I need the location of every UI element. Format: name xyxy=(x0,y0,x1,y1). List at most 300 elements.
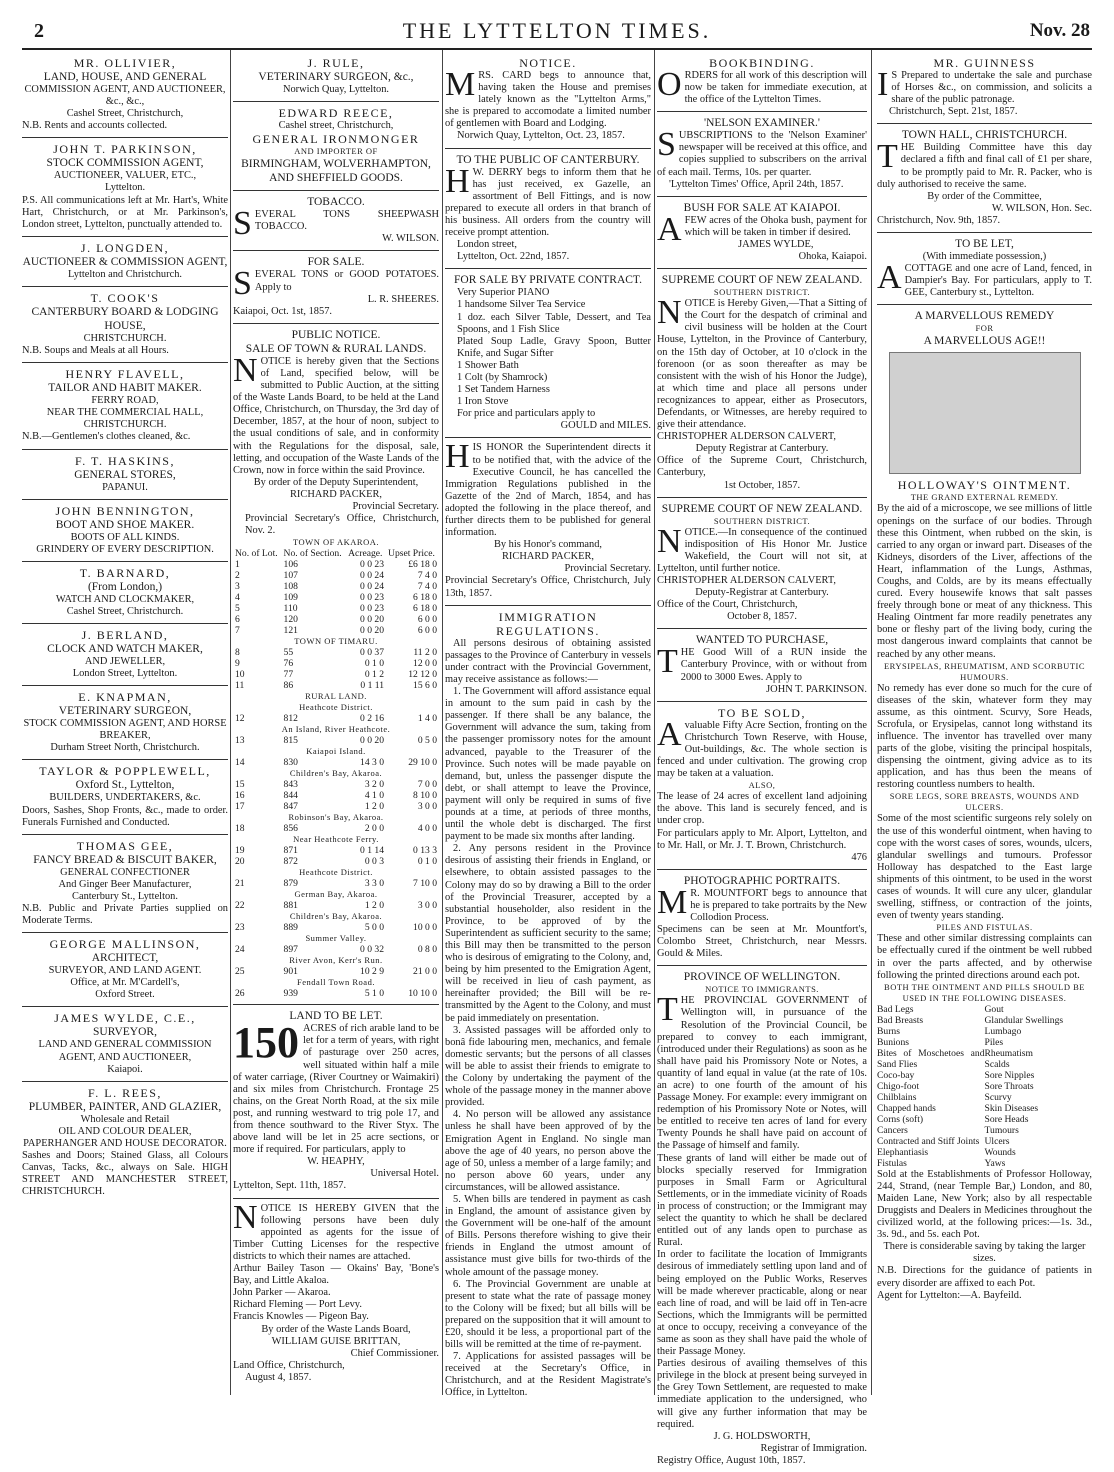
advert-heading: J. RULE, xyxy=(307,56,365,70)
advert-card xyxy=(22,562,228,624)
table-cell: 0 2 16 xyxy=(360,713,385,725)
advert-body: Parties desirous of availing themselves of this privilege in the block at present being surveyed in the Grey Town Settlement, are requested to make immediate application to the undersigned, who will give any further information that may be required. xyxy=(657,1358,867,1430)
advert-body: OTICE IS HEREBY GIVEN that the following persons have been duly appointed as agents for the issue of Timber Cutting Licenses for the respective districts to which their names are attached. xyxy=(233,1202,439,1262)
advert-tagline: A MARVELLOUS AGE!! xyxy=(923,335,1046,348)
table-row xyxy=(233,988,439,999)
table-group-heading: Children's Bay, Akaroa. xyxy=(289,911,383,922)
advert-signature: JOHN T. PARKINSON. xyxy=(766,683,867,695)
table-cell: 3 xyxy=(235,581,240,593)
advert-signature: GOULD and MILES. xyxy=(560,420,651,432)
advert-line: Office, at Mr. M'Cardell's, xyxy=(70,977,180,989)
disease-item: Sore Nipples xyxy=(984,1069,1035,1081)
disease-item: Fistulas xyxy=(877,1157,907,1169)
advert-line: And Ginger Beer Manufacturer, xyxy=(58,878,192,890)
item: 1 doz. each Silver Table, Dessert, and Tea Spoons, and 1 Fish Slice xyxy=(457,311,651,335)
advert-body: The lease of 24 acres of excellent land adjoining the above. This land is securely fenced, and is under crop. xyxy=(657,791,867,827)
column-1 xyxy=(22,52,228,1395)
advert-title: Deputy Registrar at Canterbury. xyxy=(695,443,829,455)
table-row xyxy=(233,559,439,570)
advert-bookbinding xyxy=(657,52,867,112)
advert-body: valuable Fifty Acre Section, fronting on the Christchurch Town Reserve, with House, Out-buildings, &c. The whole section is fenced and under cultivation. The growing crop may be taken at a valuation. xyxy=(657,719,867,780)
advert-body: OTICE is Hereby Given,—That a Sitting of the Court for the despatch of criminal and civil business will be holden at the Court House, Lyttelton, in the Province of Canterbury, on the 15th day of October, at 10 o'clock in the forenoon (or as soon thereafter as may be consistent with the wish of his Honor the Judge), at which time and place all persons under recognizances to appear, either as Prosecutors, Defendants, or Witnesses, are hereby required to give their attendance. xyxy=(657,298,867,431)
table-row xyxy=(233,581,439,592)
table-cell: 77 xyxy=(283,669,294,681)
table-group-heading: German Bay, Akaroa. xyxy=(294,889,378,900)
advert-honor xyxy=(445,438,651,605)
advert-body: W. DERRY begs to inform them that he has just received, ex Gazelle, an assortment of Bell Fittings, and is now prepared to execute all orders in that branch of his business. All orders from the country will receive prompt attention. xyxy=(445,166,651,239)
advert-subheading: TAILOR AND HABIT MAKER. xyxy=(48,382,202,395)
table-cell: 0 0 20 xyxy=(360,625,385,637)
table-cell: 2 0 0 xyxy=(364,823,385,835)
table-cell: 6 18 0 xyxy=(413,592,437,604)
table-row xyxy=(233,790,439,801)
table-header-row xyxy=(233,548,439,559)
table-cell: 25 xyxy=(235,966,245,978)
drop-cap: T xyxy=(877,138,898,176)
advert-derry xyxy=(445,149,651,270)
table-cell: 3 2 0 xyxy=(364,779,385,791)
table-cell: 29 10 0 xyxy=(408,757,437,769)
table-cell: 871 xyxy=(283,845,298,857)
table-cell: 6 0 0 xyxy=(417,614,437,626)
table-group-heading: Near Heathcote Ferry. xyxy=(293,834,379,845)
agent-list xyxy=(233,1263,439,1323)
drop-cap: N xyxy=(657,294,682,332)
table-cell: 2 xyxy=(235,570,240,582)
advert-subheading: (From London,) xyxy=(87,580,163,593)
table-cell: 8 10 0 xyxy=(413,790,437,802)
column-rule xyxy=(442,50,443,1395)
table-header-cell: No. of Section. xyxy=(283,548,342,560)
advert-line: PAPANUI. xyxy=(102,481,148,493)
advert-body: S Prepared to undertake the sale and purchase of Horses &c., on commission, and solicits a share of the public patronage. xyxy=(891,70,1092,106)
table-cell: 0 0 24 xyxy=(360,570,385,582)
advert-subheading: SURVEYOR, xyxy=(93,1026,157,1039)
advert-heading: FOR SALE BY PRIVATE CONTRACT. xyxy=(454,274,642,287)
advert-timber-licenses xyxy=(233,1199,439,1389)
advert-body: OTICE is hereby given that the Sections of Land, specified below, will be submitted to Public Auction, at the sitting of the Waste Lands Board, to be held at the Land Office, Christchurch, on Thursday, the 3rd day of December, 1857, at the hour of noon, subject to the usual conditions of sale, and in conformity with the Regulations for the disposal, sale, letting, and occupation of the Waste Lands of the Crown, now in force within the said Province. xyxy=(233,355,439,476)
advert-body: Sold at the Establishments of Professor Holloway, 244, Strand, (near Temple Bar,) London, and 80, Maiden Lane, New York; also by all respectable Druggists and Dealers in Medicines throughout the civilized world, at the following prices:—1s. 3d., 3s. 9d., and 5s. each Pot. xyxy=(877,1168,1092,1241)
agent-row: Arthur Bailey Tason — Okains' Bay, 'Bone's Bay, and Little Akaloa. xyxy=(233,1263,439,1287)
table-cell: 8 xyxy=(235,647,240,659)
advert-subheading: CANTERBURY BOARD & LODGING HOUSE, xyxy=(31,305,219,332)
advert-subheading: BOTH THE OINTMENT AND PILLS SHOULD BE USED IN THE FOLLOWING DISEASES. xyxy=(884,981,1085,1003)
table-cell: 4 0 0 xyxy=(417,823,437,835)
advert-tagline: A MARVELLOUS REMEDY xyxy=(914,310,1055,323)
advert-body: UBSCRIPTIONS to the 'Nelson Examiner' newspaper will be received at this office, and copies supplied to subscribers on the arrival of each mail. Terms, 10s. per quarter. xyxy=(657,130,867,178)
disease-item: Skin Diseases xyxy=(984,1102,1039,1114)
table-group-heading: Heathcote District. xyxy=(299,702,373,713)
disease-item: Contracted and Stiff Joints xyxy=(877,1135,980,1147)
regulation-paragraph: 5. When bills are tendered in payment as cash in England, the amount of assistance given by the Government will be one-half of the amount of Bills. Persons therefore wishing to give their friends in England the utmost amount of assistance must give bills for two-thirds of the whole amount of the passage money. xyxy=(445,1193,651,1278)
advert-subheading: ARCHITECT, xyxy=(91,952,159,965)
advert-heading: 'NELSON EXAMINER.' xyxy=(704,117,820,130)
advert-date: Lyttelton, Oct. 22nd, 1857. xyxy=(457,251,570,263)
advert-private-contract xyxy=(445,269,651,438)
advert-line: PAPERHANGER AND HOUSE DECORATOR. xyxy=(23,1137,227,1149)
advert-signature: CHRISTOPHER ALDERSON CALVERT, xyxy=(657,575,837,586)
table-cell: 121 xyxy=(283,625,298,637)
table-cell: 0 1 14 xyxy=(360,845,385,857)
advert-title: Provincial Secretary. xyxy=(352,500,439,512)
table-row xyxy=(233,570,439,581)
advert-signature: RICHARD PACKER, xyxy=(502,551,594,563)
table-cell: 10 2 9 xyxy=(360,966,385,978)
advert-card xyxy=(22,500,228,562)
disease-item: Rheumatism xyxy=(984,1047,1033,1059)
regulation-list xyxy=(445,638,651,1400)
advert-wanted xyxy=(657,629,867,701)
table-cell: 881 xyxy=(283,900,298,912)
advert-subheading: PLUMBER, PAINTER, AND GLAZIER, xyxy=(28,1100,222,1113)
table-cell: 0 0 3 xyxy=(364,856,385,868)
advert-body: These grants of land will either be made out of blocks specially reserved for Immigration purposes in Small Farm or Agricultural Settlements, or in the immediate vicinity of Roads in process of construction; or the Immigrant may select the quantity to which he shall be declared entitled out of any lands open to purchase as Rural. xyxy=(657,1152,867,1249)
table-cell: 1 xyxy=(235,559,240,571)
table-cell: 3 0 0 xyxy=(417,900,437,912)
advert-land-sale xyxy=(233,324,439,1005)
disease-item: Glandular Swellings xyxy=(984,1014,1064,1026)
advert-guinness xyxy=(877,52,1092,124)
table-header-cell: No. of Lot. xyxy=(235,548,278,560)
advert-office: Provincial Secretary's Office, Christchurch, July 13th, 1857. xyxy=(445,575,651,599)
advert-heading: THOMAS GEE, xyxy=(76,838,174,853)
advert-holloway xyxy=(877,305,1092,1306)
advert-order: By order of the Committee, xyxy=(927,190,1042,202)
table-row xyxy=(233,603,439,614)
advert-note: Doors, Sashes, Shop Fronts, &c., made to order. Funerals Furnished and Conducted. xyxy=(22,804,228,828)
table-row xyxy=(233,845,439,856)
advert-line: BIRMINGHAM, WOLVERHAMPTON, AND SHEFFIELD GOODS. xyxy=(241,158,431,185)
advert-body: By the aid of a microscope, we see millions of little openings on the surface of our bodies. Through these this Ointment, when rubbed on the skin, is carried to any organ or inward part. Diseases of the Kidneys, disorders of the Liver, affections of the Heart, inflammation of the Lungs, Asthmas, Coughs, and Colds, are by its means effectually cured. Every housewife knows that salt passes freely through bone or meat of any thickness. This Healing Ointment far more readily penetrates any bone or fleshy part of the living body, curing the most dangerous inward complaints that cannot be reached by any other means. xyxy=(877,503,1092,660)
advert-heading: BOOKBINDING. xyxy=(709,56,815,70)
table-cell: 55 xyxy=(283,647,294,659)
table-group-row xyxy=(233,834,439,845)
table-cell: 110 xyxy=(283,603,298,615)
advert-body: ACRES of rich arable land to be let for a term of years, with right of pasturage over 250 acres, well situated within half a mile of water carriage, (River Courtney or Waimakiri) and six miles from Christchurch. Frontage 25 chains, on the Great North Road, at the six mile post, and running westward to trig pole 17, and from thence southward to the River Styx. The above land will be let in 25 acre sections, or more if required. For particulars, apply to xyxy=(233,1023,439,1156)
advert-subheading: AUCTIONEER & COMMISSION AGENT, xyxy=(22,255,228,268)
advert-subheading: CLOCK AND WATCH MAKER, xyxy=(47,642,203,655)
table-group-row xyxy=(233,933,439,944)
table-cell: 7 10 0 xyxy=(413,878,437,890)
newspaper-title: THE LYTTELTON TIMES. xyxy=(402,18,712,43)
advert-note: N.B.—Gentlemen's clothes cleaned, &c. xyxy=(22,431,191,443)
advert-heading: F. L. REES, xyxy=(88,1085,162,1100)
table-group-row xyxy=(233,955,439,966)
advert-ref: 476 xyxy=(851,851,867,863)
advert-line: AND IMPORTER OF xyxy=(294,146,378,157)
table-row xyxy=(233,592,439,603)
advert-note: Sashes and Doors; Stained Glass, all Colours Canvas, Tacks, &c., always on Sale. HIGH STREET AND MANCHESTER STREET, CHRISTCHURCH. xyxy=(22,1150,228,1198)
table-cell: 0 1 2 xyxy=(364,669,385,681)
table-cell: 12 12 0 xyxy=(408,669,437,681)
advert-heading: JOHN T. PARKINSON, xyxy=(53,142,197,157)
drop-cap: N xyxy=(233,351,258,389)
advert-subheading: Oxford St., Lyttelton, xyxy=(75,779,175,792)
advert-signature: WILLIAM GUISE BRITTAN, xyxy=(271,1335,401,1347)
advert-footer: For price and particulars apply to xyxy=(457,408,596,420)
advert-place: Ohoka, Kaiapoi. xyxy=(798,251,867,263)
drop-cap: A xyxy=(657,715,682,753)
table-cell: 0 13 3 xyxy=(413,845,437,857)
table-cell: 889 xyxy=(283,922,298,934)
table-cell: 21 xyxy=(235,878,245,890)
advert-heading: PUBLIC NOTICE. xyxy=(291,328,381,341)
drop-cap: S xyxy=(233,265,252,303)
table-cell: 4 xyxy=(235,592,240,604)
advert-line: CHRISTCHURCH. xyxy=(83,419,167,431)
advert-card xyxy=(22,1082,228,1204)
table-row xyxy=(233,779,439,790)
table-cell: 901 xyxy=(283,966,298,978)
table-cell: 844 xyxy=(283,790,298,802)
drop-cap: M xyxy=(445,66,476,103)
table-cell: 1 2 0 xyxy=(364,900,385,912)
disease-item: Cancers xyxy=(877,1124,908,1136)
advert-body: EVERAL TONS or GOOD POTATOES. Apply to xyxy=(254,269,439,293)
advert-body: HE PROVINCIAL GOVERNMENT of Wellington will, in pursuance of the Resolution of the Provincial Council, be prepared to convey to each immigrant, (introduced under their Regulations) as soon as he shall have paid his Promissory Note or Notes, a quantity of land equal in value (at the rate of 10s. an acre) to one fourth of the amount of his Passage Money. For example: every immigrant on redemption of his Promissory Note or Notes, will be entitled to receive ten acres of land for every Twenty Pounds he shall have paid on account of the Passage of himself and family. xyxy=(657,995,867,1152)
table-cell: 7 0 0 xyxy=(417,779,437,791)
advert-subheading: PILES AND FISTULAS. xyxy=(936,922,1033,933)
table-row xyxy=(233,922,439,933)
column-2 xyxy=(233,52,439,1395)
advert-heading: BUSH FOR SALE AT KAIAPOI. xyxy=(683,201,841,214)
advert-line: STOCK COMMISSION AGENT, AND HORSE BREAKER, xyxy=(23,718,227,742)
table-cell: 879 xyxy=(283,878,298,890)
disease-item: Lumbago xyxy=(984,1025,1022,1037)
table-group-row xyxy=(233,636,439,647)
drop-cap: T xyxy=(657,991,678,1029)
advert-line: Oxford Street. xyxy=(95,989,155,1001)
advert-immigration xyxy=(445,606,651,1405)
table-cell: 0 1 11 xyxy=(360,680,385,692)
table-cell: 10 0 0 xyxy=(413,922,437,934)
item: 1 Shower Bath xyxy=(457,359,519,371)
disease-item: Wounds xyxy=(984,1146,1016,1158)
table-row xyxy=(233,680,439,691)
table-cell: 4 1 0 xyxy=(364,790,385,802)
table-cell: 0 1 0 xyxy=(364,658,385,670)
table-cell: 872 xyxy=(283,856,298,868)
table-cell: 847 xyxy=(283,801,298,813)
advert-heading: T. COOK'S xyxy=(90,290,160,305)
advert-office: Registry Office, August 10th, 1857. xyxy=(657,1454,806,1466)
advert-line: BUILDERS, UNDERTAKERS, &c. xyxy=(49,792,201,804)
table-cell: 843 xyxy=(283,779,298,791)
table-heading: TOWN OF AKAROA. xyxy=(293,537,379,548)
table-cell: 830 xyxy=(283,757,298,769)
advert-line: AND JEWELLER, xyxy=(84,655,166,667)
table-cell: 120 xyxy=(283,614,298,626)
table-row xyxy=(233,878,439,889)
table-cell: 1 2 0 xyxy=(364,801,385,813)
table-row xyxy=(233,801,439,812)
table-cell: 20 xyxy=(235,856,245,868)
advert-signature: J. G. HOLDSWORTH, xyxy=(713,1430,811,1442)
advert-date: Norwich Quay, Lyttelton, Oct. 23, 1857. xyxy=(457,130,625,142)
advert-body: Some of the most scientific surgeons rely solely on the use of this wonderful ointment, when having to cope with the worst cases of sores, wounds, ulcers, glandular swellings and tumours. Professor Holloway has despatched to the East large shipments of this ointment, to be used in the worst cases of wounds. It will cure any ulcer, glandular swelling, stiffness, or contraction of the joints, even of twenty years standing. xyxy=(877,813,1092,922)
advert-subheading: LAND, HOUSE, AND GENERAL xyxy=(43,71,207,83)
table-cell: 0 0 23 xyxy=(360,592,385,604)
regulation-paragraph: All persons desirous of obtaining assisted passages to the Province of Canterbury in vessels under contract with the Provincial Government, may receive assistance as follows:— xyxy=(445,637,651,685)
disease-item: Corns (soft) xyxy=(877,1113,924,1125)
table-cell: 12 0 0 xyxy=(413,658,437,670)
table-group-heading: RURAL LAND. xyxy=(305,691,367,702)
advert-title: Registrar of Immigration. xyxy=(760,1442,867,1454)
table-row xyxy=(233,966,439,977)
advert-card xyxy=(22,835,228,933)
regulation-paragraph: 2. Any persons resident in the Province desirous of assisting their friends in England, or elsewhere, to obtain assisted passages to the Colony may do so by drawing a Bill to the order of the Provincial Treasurer, accepted by a substantial householder, also resident in the Province, to be approved of by the Superintendent as sufficient security to the same; this Bill may then be transmitted to the person who is desirous of emigrating to the Colony, and, being by him presented to the Emigration Agent, will be received in lieu of cash payment, as hereinafter provided; the Bill will be re-transmitted by the Agent to the Colony, and must be paid immediately on presentation. xyxy=(445,843,651,1024)
advert-to-be-let xyxy=(877,233,1092,305)
column-rule xyxy=(230,50,231,1395)
disease-item: Chapped hands xyxy=(877,1102,936,1114)
advert-subheading: THE GRAND EXTERNAL REMEDY. xyxy=(910,492,1059,503)
advert-tagline: FOR xyxy=(975,323,994,334)
table-row xyxy=(233,856,439,867)
drop-cap: N xyxy=(233,1198,258,1236)
table-cell: £6 18 0 xyxy=(408,559,437,571)
disease-item: Coco-bay xyxy=(877,1069,915,1081)
disease-item: Gout xyxy=(984,1003,1004,1015)
advert-heading: TAYLOR & POPPLEWELL, xyxy=(39,764,211,779)
item: 1 Iron Stove xyxy=(457,396,509,408)
table-row xyxy=(233,757,439,768)
advert-card xyxy=(22,363,228,449)
drop-cap: M xyxy=(657,883,688,921)
agent-district: Pigeon Bay. xyxy=(318,1311,369,1323)
advert-subheading: SALE OF TOWN & RURAL LANDS. xyxy=(245,342,427,355)
drop-cap: S xyxy=(657,126,676,164)
advert-subheading: VETERINARY SURGEON, xyxy=(58,705,192,718)
advert-order: By order of the Waste Lands Board, xyxy=(261,1323,411,1335)
advert-order: By his Honor's command, xyxy=(493,539,603,551)
advert-date: Lyttelton, Sept. 11th, 1857. xyxy=(233,1180,347,1192)
advert-body: HE Building Committee have this day declared a fifth and final call of £1 per share, to be promptly paid to Mr. R. Packer, who is duly authorised to receive the same. xyxy=(877,142,1092,190)
advert-heading: F. T. HASKINS, xyxy=(75,453,175,468)
advert-body: COTTAGE and one acre of Land, fenced, in Dampier's Bay. For particulars, apply to T. GEE, Canterbury st., Lyttelton. xyxy=(904,263,1092,299)
engraving-illustration xyxy=(889,352,1081,474)
column-rule xyxy=(654,50,655,1395)
table-cell: 21 0 0 xyxy=(413,966,437,978)
agent-name: Richard Fleming xyxy=(233,1299,304,1311)
disease-item: Chigo-foot xyxy=(877,1080,920,1092)
advert-heading: JOHN BENNINGTON, xyxy=(55,503,195,518)
advert-signature: W. WILSON. xyxy=(382,233,439,245)
disease-item: Chilblains xyxy=(877,1091,917,1103)
table-header-cell: Acreage. xyxy=(348,548,383,560)
table-cell: 11 2 0 xyxy=(413,647,437,659)
table-group-heading: Robinson's Bay, Akaroa. xyxy=(288,812,384,823)
table-group-row xyxy=(233,812,439,823)
advert-body: In order to facilitate the location of Immigrants desirous of immediately settling upon land and of being employed on the Public Works, Reserves will be made wherever practicable, along or near each line of road, and will be laid off in Ten-acre Sections, which the Immigrants will be permitted at once to occupy, receiving a conveyance of the same as soon as they shall have paid the whole of their Passage Money. xyxy=(657,1249,867,1358)
advert-subheading: FANCY BREAD & BISCUIT BAKER, xyxy=(33,853,217,866)
advert-title: Chief Commissioner. xyxy=(350,1347,439,1359)
table-cell: 7 xyxy=(235,625,240,637)
advert-heading: TO BE SOLD, xyxy=(718,705,806,720)
advert-line: Cashel Street, Christchurch. xyxy=(66,605,184,617)
disease-item: Ulcers xyxy=(984,1135,1010,1147)
table-cell: 14 3 0 xyxy=(360,757,385,769)
table-cell: 0 1 0 xyxy=(417,856,437,868)
advert-line: Lyttelton. xyxy=(104,182,146,194)
advert-subheading: ERYSIPELAS, RHEUMATISM, AND SCORBUTIC HUMOURS. xyxy=(883,660,1086,682)
regulation-paragraph: 3. Assisted passages will be afforded only to bonâ fide labouring men, mechanics, and female domestic servants; but the persons of all classes will be able to assist their friends to emigrate to the Colony by undertaking the payment of the whole of the passage money in the manner above provided. xyxy=(445,1024,651,1109)
table-row xyxy=(233,614,439,625)
advert-office: Land Office, Christchurch, xyxy=(233,1359,345,1371)
table-row xyxy=(233,713,439,724)
table-cell: 3 0 0 xyxy=(417,801,437,813)
advert-line: London Street, Lyttelton. xyxy=(72,668,178,680)
advert-heading: JAMES WYLDE, C.E., xyxy=(54,1011,196,1026)
advert-title: Universal Hotel. xyxy=(370,1168,439,1180)
table-cell: 11 xyxy=(235,680,245,692)
table-cell: 6 xyxy=(235,614,240,626)
advert-body: For particulars apply to Mr. Alport, Lyttelton, and to Mr. Hall, or Mr. J. T. Brown, Christchurch. xyxy=(657,827,867,851)
advert-subheading: VETERINARY SURGEON, &c., xyxy=(258,71,414,83)
table-cell: 106 xyxy=(283,559,298,571)
table-group-row xyxy=(233,911,439,922)
table-group-heading: River Avon, Kerr's Run. xyxy=(289,955,383,966)
table-cell: 1 4 0 xyxy=(417,713,437,725)
table-header-cell: Upset Price. xyxy=(388,548,435,560)
column-5 xyxy=(877,52,1092,1395)
drop-cap: H xyxy=(445,162,470,200)
disease-item: Scalds xyxy=(984,1058,1010,1070)
advert-photographic xyxy=(657,870,867,967)
advert-line: WATCH AND CLOCKMAKER, xyxy=(55,593,195,605)
advert-body: FEW acres of the Ohoka bush, payment for which will be taken in timber if desired. xyxy=(684,214,867,238)
advert-signature: RICHARD PACKER, xyxy=(290,488,382,500)
table-cell: 0 0 20 xyxy=(360,614,385,626)
table-cell: 815 xyxy=(283,735,298,747)
table-group-row xyxy=(233,889,439,900)
advert-card xyxy=(22,686,228,760)
table-cell: 6 0 0 xyxy=(417,625,437,637)
table-group-row xyxy=(233,702,439,713)
advert-signature: CHRISTOPHER ALDERSON CALVERT, xyxy=(657,431,837,443)
table-cell: 812 xyxy=(283,713,298,725)
advert-place: London street, xyxy=(457,239,518,251)
advert-subheading: STOCK COMMISSION AGENT, xyxy=(46,157,204,170)
advert-heading: TOWN HALL, CHRISTCHURCH. xyxy=(901,129,1068,142)
table-cell: 12 xyxy=(235,713,245,725)
advert-heading: PHOTOGRAPHIC PORTRAITS. xyxy=(683,874,841,887)
advert-body: No remedy has ever done so much for the cure of diseases of the skin, whatever form they may assume, as this ointment. Scurvy, Sore Heads, Scrofula, or Erysipelas, cannot long withstand its influence. The inventor has travelled over many parts of the globe, visiting the principal hospitals, dispensing the ointment, giving advice as to its application, and has thus been the means of restoring countless numbers to health. xyxy=(877,682,1092,791)
advert-heading: SUPREME COURT OF NEW ZEALAND. xyxy=(661,274,863,287)
land-table xyxy=(233,548,439,999)
table-cell: 6 18 0 xyxy=(413,603,437,615)
advert-court-2 xyxy=(657,498,867,630)
advert-line: GENERAL CONFECTIONER xyxy=(60,866,190,878)
advert-rule xyxy=(233,52,439,102)
advert-line: AUCTIONEER, VALUER, ETC., xyxy=(53,170,197,182)
table-group-heading: An Island, River Heathcote. xyxy=(281,724,391,735)
drop-cap: A xyxy=(657,210,682,248)
column-4 xyxy=(657,52,867,1466)
advert-card xyxy=(22,933,228,1007)
table-cell: 24 xyxy=(235,944,245,956)
table-cell: 0 0 37 xyxy=(360,647,385,659)
table-group-row xyxy=(233,691,439,702)
disease-item: Burns xyxy=(877,1025,900,1037)
advert-body: N.B. Directions for the guidance of patients in every disorder are affixed to each Pot. xyxy=(877,1265,1092,1289)
advert-subheading: NOTICE TO IMMIGRANTS. xyxy=(705,984,819,995)
advert-heading: NOTICE. xyxy=(519,56,577,70)
advert-title: Deputy-Registrar at Canterbury. xyxy=(695,587,829,599)
advert-heading: HENRY FLAVELL, xyxy=(65,367,185,382)
item: 1 Colt (by Shamrock) xyxy=(457,371,548,383)
advert-line: CHRISTCHURCH. xyxy=(83,332,167,344)
advert-note: N.B. Soups and Meals at all Hours. xyxy=(22,345,169,357)
